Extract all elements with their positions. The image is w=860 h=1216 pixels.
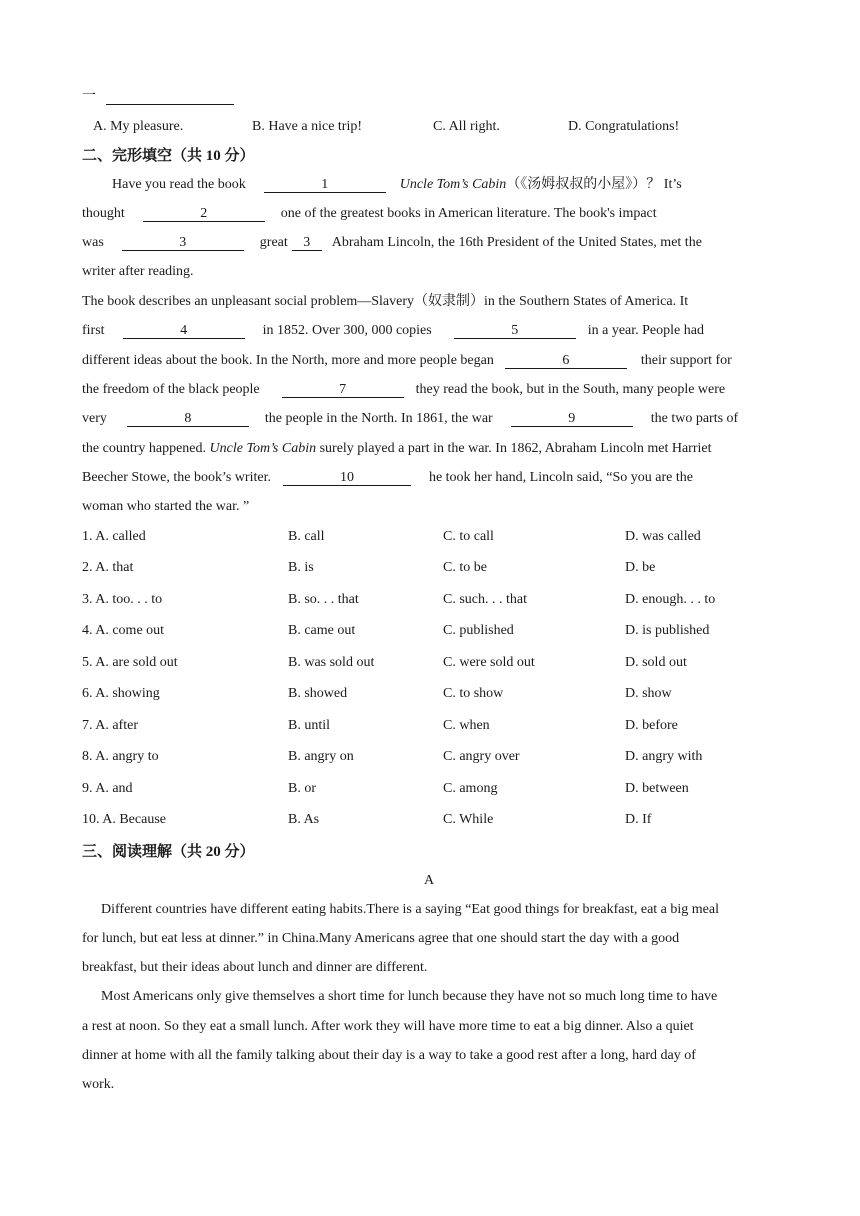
question-6-option-c: C. to show [443,686,504,701]
blank-2: 2 [143,206,265,222]
question-1-option-c: C. to call [443,529,494,544]
option-b: B. Have a nice trip! [252,119,363,134]
text: the country happened. [82,441,207,456]
question-1-option-d: D. was called [625,529,701,544]
blank-6: 6 [505,353,627,369]
reading-line: Most Americans only give themselves a short time for lunch because they have not so much long time to have [101,989,718,1004]
question-4-option-a: 4. A. come out [82,623,165,638]
text: their support for [640,353,732,368]
reading-line: breakfast, but their ideas about lunch and dinner are different. [82,960,428,975]
book-title: Uncle Tom’s Cabin [399,177,507,192]
dash-marker: 一 [82,89,96,104]
passage-label: A [424,873,435,888]
question-5-option-b: B. was sold out [288,655,375,670]
text: was [82,235,104,250]
question-1-option-b: B. call [288,529,325,544]
text: he took her hand, Lincoln said, “So you are the [428,470,693,485]
question-4-option-d: D. is published [625,623,710,638]
question-5-option-c: C. were sold out [443,655,535,670]
passage-line [82,322,704,340]
question-2-option-d: D. be [625,560,656,575]
answer-line [82,88,234,106]
text: they read the book, but in the South, many people were [415,382,726,397]
text: in a year. People had [587,323,704,338]
blank-1: 1 [264,177,386,193]
blank-3: 3 [122,235,244,251]
question-8-option-c: C. angry over [443,749,520,764]
question-4-option-b: B. came out [288,623,356,638]
blank-3-repeat: 3 [292,235,322,251]
blank-7: 7 [282,382,404,398]
passage-line [112,176,682,194]
blank-8: 8 [127,411,249,427]
passage-line [82,234,702,252]
text: the freedom of the black people [82,382,260,397]
question-10-option-b: B. As [288,812,320,827]
section-heading-cloze: 二、完形填空（共 10 分） [82,148,255,164]
question-2-option-c: C. to be [443,560,487,575]
answer-blank [106,89,234,105]
passage-line [82,205,657,223]
reading-line: dinner at home with all the family talking about their day is a way to take a good rest after a long, hard day of [82,1048,696,1063]
question-9-option-b: B. or [288,781,316,796]
text: Abraham Lincoln, the 16th President of the United States, met the [331,235,702,250]
text: Have you read the book [112,177,246,192]
text: great [259,235,288,250]
question-6-option-b: B. showed [288,686,348,701]
question-9-option-d: D. between [625,781,689,796]
passage-line [82,469,693,487]
question-10-option-d: D. If [625,812,652,827]
question-3-option-c: C. such. . . that [443,592,527,607]
text: （《汤姆叔叔的小屋》）？ It’s [506,177,682,192]
question-5-option-d: D. sold out [625,655,687,670]
passage-line [82,381,725,399]
passage-line [82,440,711,458]
reading-line: work. [82,1077,115,1092]
question-2-option-a: 2. A. that [82,560,134,575]
passage-line: The book describes an unpleasant social problem—Slavery（奴隶制）in the Southern States of America. It [82,294,689,309]
question-10-option-c: C. While [443,812,494,827]
question-6-option-d: D. show [625,686,672,701]
question-3-option-b: B. so. . . that [288,592,359,607]
text: the people in the North. In 1861, the war [264,411,493,426]
section-heading-reading: 三、阅读理解（共 20 分） [82,844,255,860]
question-3-option-a: 3. A. too. . . to [82,592,163,607]
blank-5: 5 [454,323,576,339]
question-1-option-a: 1. A. called [82,529,146,544]
text: the two parts of [650,411,739,426]
option-d: D. Congratulations! [568,119,680,134]
text: first [82,323,105,338]
question-3-option-d: D. enough. . . to [625,592,716,607]
question-10-option-a: 10. A. Because [82,812,166,827]
reading-line: for lunch, but eat less at dinner.” in China.Many Americans agree that one should start the day with a good [82,931,680,946]
question-7-option-d: D. before [625,718,678,733]
blank-9: 9 [511,411,633,427]
question-8-option-d: D. angry with [625,749,703,764]
reading-line: a rest at noon. So they eat a small lunch. After work they will have more time to eat a big dinner. Also a quiet [82,1019,694,1034]
question-8-option-a: 8. A. angry to [82,749,159,764]
question-7-option-c: C. when [443,718,490,733]
text: very [82,411,107,426]
text: surely played a part in the war. In 1862, Abraham Lincoln met Harriet [319,441,712,456]
passage-line [82,410,738,428]
option-a: A. My pleasure. [93,119,184,134]
reading-line: Different countries have different eating habits.There is a saying “Eat good things for breakfast, eat a big meal [101,902,719,917]
question-5-option-a: 5. A. are sold out [82,655,178,670]
text: thought [82,206,125,221]
question-7-option-b: B. until [288,718,331,733]
question-7-option-a: 7. A. after [82,718,138,733]
passage-line: writer after reading. [82,264,194,279]
question-6-option-a: 6. A. showing [82,686,160,701]
question-2-option-b: B. is [288,560,314,575]
question-9-option-a: 9. A. and [82,781,133,796]
passage-line [82,352,732,370]
book-title: Uncle Tom’s Cabin [209,441,317,456]
text: different ideas about the book. In the North, more and more people began [82,353,494,368]
text: Beecher Stowe, the book’s writer. [82,470,271,485]
blank-4: 4 [123,323,245,339]
question-4-option-c: C. published [443,623,514,638]
passage-line: woman who started the war. ” [82,499,250,514]
text: in 1852. Over 300, 000 copies [262,323,432,338]
question-9-option-c: C. among [443,781,498,796]
text: one of the greatest books in American literature. The book's impact [280,206,657,221]
option-c: C. All right. [433,119,500,134]
question-8-option-b: B. angry on [288,749,354,764]
blank-10: 10 [283,470,411,486]
